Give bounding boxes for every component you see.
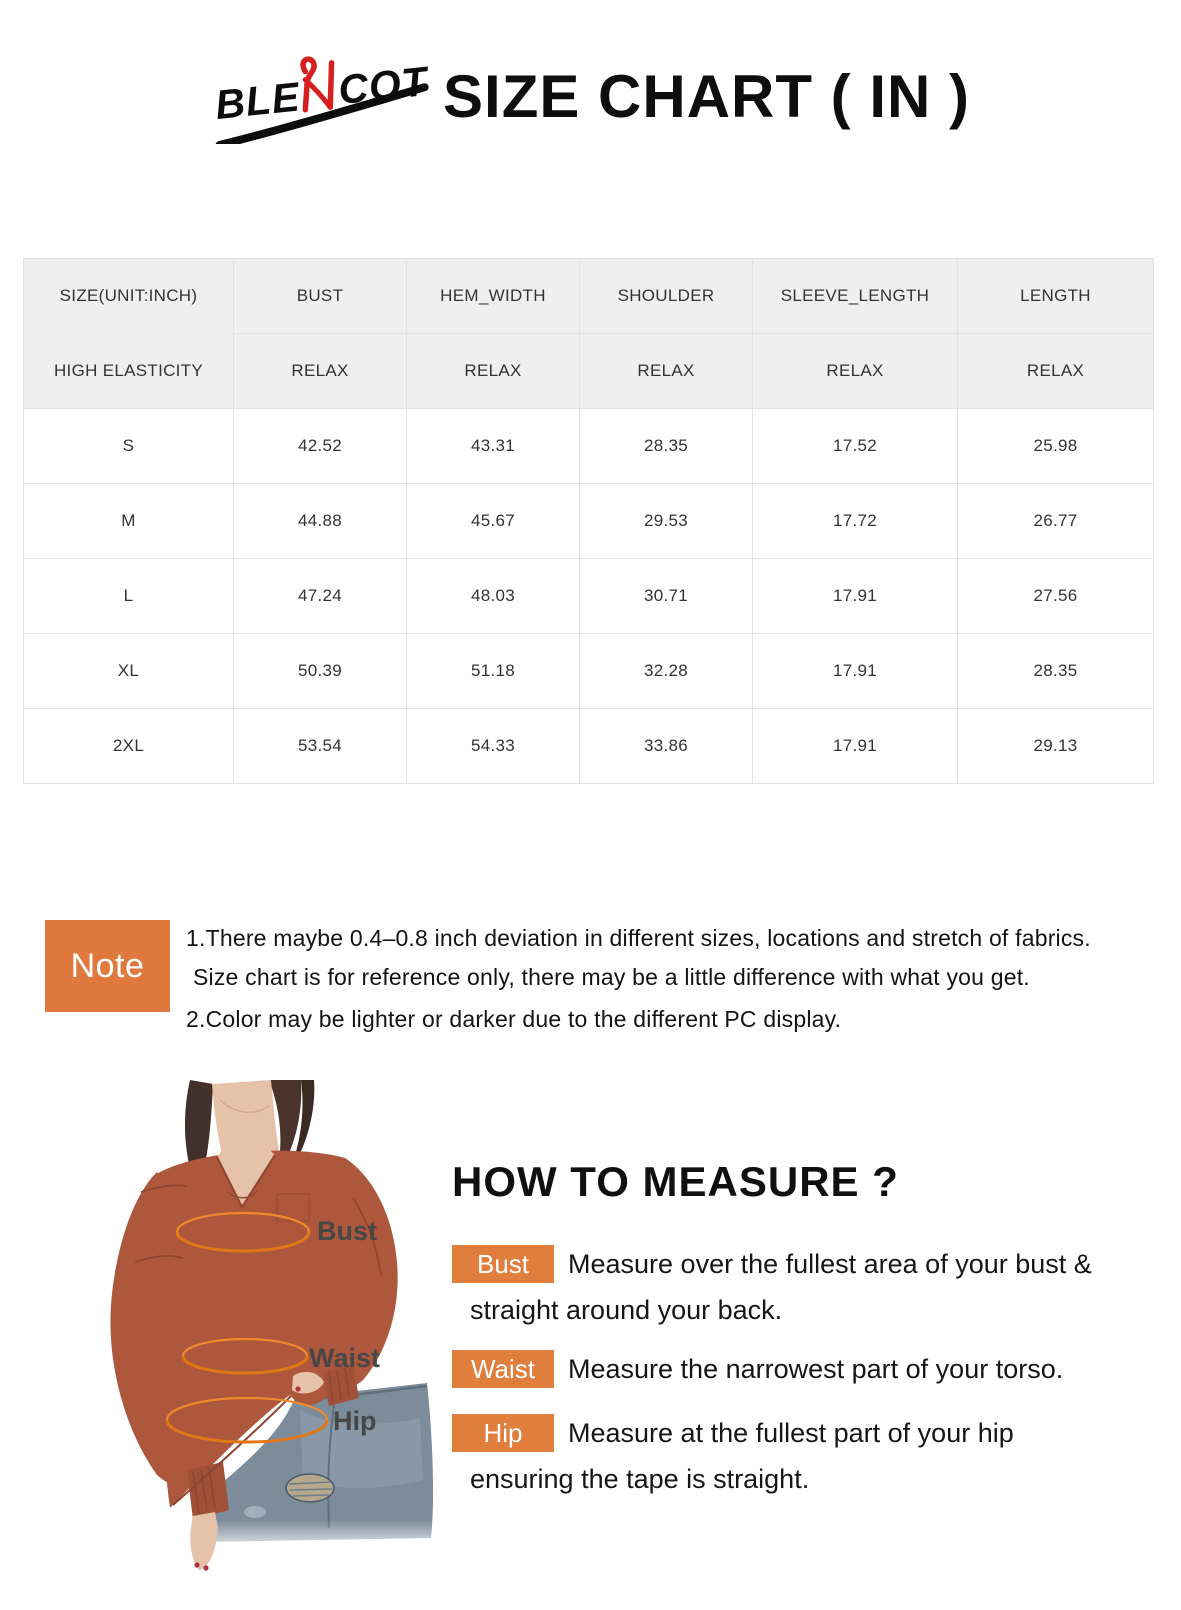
subheader-cell: RELAX <box>753 334 958 409</box>
size-table <box>23 258 1154 784</box>
size-cell: L <box>24 559 234 634</box>
value-cell: 17.91 <box>753 709 958 784</box>
table-row <box>24 484 1154 559</box>
value-cell: 53.54 <box>234 709 407 784</box>
subheader-cell: RELAX <box>580 334 753 409</box>
col-header: BUST <box>234 259 407 334</box>
col-header: SIZE(UNIT:INCH) <box>24 259 234 334</box>
measure-item-hip <box>452 1414 1167 1496</box>
value-cell: 51.18 <box>407 634 580 709</box>
table-row <box>24 559 1154 634</box>
value-cell: 17.91 <box>753 634 958 709</box>
size-cell: M <box>24 484 234 559</box>
note-line: Size chart is for reference only, there may be a little difference with what you get. <box>193 964 1030 990</box>
value-cell: 30.71 <box>580 559 753 634</box>
note-line: 2.Color may be lighter or darker due to the different PC display. <box>186 1006 842 1032</box>
value-cell: 33.86 <box>580 709 753 784</box>
how-to-measure-heading: HOW TO MEASURE ? <box>452 1158 899 1205</box>
waist-badge: Waist <box>452 1350 554 1388</box>
bust-badge: Bust <box>452 1245 554 1283</box>
col-header: HEM_WIDTH <box>407 259 580 334</box>
value-cell: 17.52 <box>753 409 958 484</box>
bust-text-line1: Measure over the fullest area of your bust & <box>568 1248 1092 1279</box>
figure-waist-label: Waist <box>309 1343 381 1373</box>
blencot-logo-icon <box>211 48 433 144</box>
hip-text-line1: Measure at the fullest part of your hip <box>568 1417 1014 1448</box>
table-row <box>24 409 1154 484</box>
value-cell: 17.91 <box>753 559 958 634</box>
col-header: SHOULDER <box>580 259 753 334</box>
value-cell: 29.13 <box>958 709 1154 784</box>
subheader-cell: RELAX <box>407 334 580 409</box>
hip-text-line2: ensuring the tape is straight. <box>470 1464 810 1494</box>
value-cell: 26.77 <box>958 484 1154 559</box>
value-cell: 25.98 <box>958 409 1154 484</box>
size-cell: 2XL <box>24 709 234 784</box>
logo-text-right: COT <box>336 58 430 114</box>
size-cell: S <box>24 409 234 484</box>
subheader-cell: RELAX <box>234 334 407 409</box>
value-cell: 29.53 <box>580 484 753 559</box>
model-photo <box>95 1080 445 1580</box>
table-row <box>24 634 1154 709</box>
value-cell: 45.67 <box>407 484 580 559</box>
value-cell: 42.52 <box>234 409 407 484</box>
note-text <box>186 919 1161 1039</box>
value-cell: 28.35 <box>580 409 753 484</box>
note-badge: Note <box>45 920 170 1012</box>
needle-n-icon <box>300 57 336 110</box>
value-cell: 48.03 <box>407 559 580 634</box>
measure-item-bust <box>452 1245 1167 1327</box>
figure-hip-label: Hip <box>333 1406 377 1436</box>
value-cell: 17.72 <box>753 484 958 559</box>
note-line: 1.There maybe 0.4–0.8 inch deviation in different sizes, locations and stretch of fabrics. <box>186 925 1091 951</box>
col-header: SLEEVE_LENGTH <box>753 259 958 334</box>
waist-text-line1: Measure the narrowest part of your torso. <box>568 1353 1064 1384</box>
value-cell: 32.28 <box>580 634 753 709</box>
subheader-cell: HIGH ELASTICITY <box>24 334 234 409</box>
subheader-cell: RELAX <box>958 334 1154 409</box>
table-subheader-row <box>24 334 1154 409</box>
value-cell: 47.24 <box>234 559 407 634</box>
table-header-row <box>24 259 1154 334</box>
hip-badge: Hip <box>452 1414 554 1452</box>
logo-text-left: BLE <box>212 73 303 129</box>
table-row <box>24 709 1154 784</box>
size-cell: XL <box>24 634 234 709</box>
col-header: LENGTH <box>958 259 1154 334</box>
value-cell: 27.56 <box>958 559 1154 634</box>
value-cell: 44.88 <box>234 484 407 559</box>
bust-text-line2: straight around your back. <box>470 1295 783 1325</box>
measure-item-waist <box>452 1350 1167 1388</box>
value-cell: 54.33 <box>407 709 580 784</box>
header <box>0 48 1181 144</box>
value-cell: 43.31 <box>407 409 580 484</box>
figure-bust-label: Bust <box>317 1216 377 1246</box>
value-cell: 28.35 <box>958 634 1154 709</box>
value-cell: 50.39 <box>234 634 407 709</box>
page-title: SIZE CHART ( IN ) <box>443 62 970 130</box>
